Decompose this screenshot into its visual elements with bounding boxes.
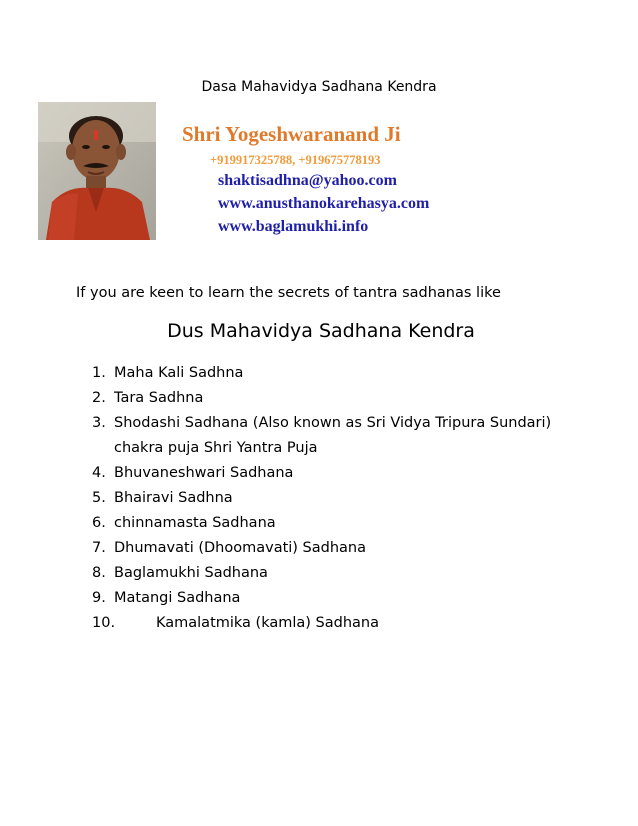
section-subheading: Dus Mahavidya Sadhana Kendra (167, 320, 475, 342)
list-item (86, 386, 551, 411)
list-item (86, 486, 551, 511)
list-item (86, 536, 551, 561)
list-item-number: 5. (92, 490, 106, 506)
list-item-number: 3. (92, 415, 106, 431)
list-item-number: 2. (92, 390, 106, 406)
list-item-text: Bhuvaneshwari Sadhana (114, 465, 294, 481)
portrait-photo (38, 102, 156, 240)
guru-name: Shri Yogeshwaranand Ji (182, 122, 401, 146)
list-item-text: Baglamukhi Sadhana (114, 565, 268, 581)
list-item-continuation: chakra puja Shri Yantra Puja (114, 440, 318, 456)
list-item-number: 4. (92, 465, 106, 481)
list-item (86, 411, 551, 461)
document-header-title: Dasa Mahavidya Sadhana Kendra (201, 79, 437, 95)
phone-numbers: +919917325788, +919675778193 (210, 153, 381, 167)
list-item (86, 561, 551, 586)
list-item (86, 611, 551, 636)
list-item-number: 1. (92, 365, 106, 381)
list-item-text: Tara Sadhna (114, 390, 204, 406)
list-item-number: 9. (92, 590, 106, 606)
list-item (86, 361, 551, 386)
list-item (86, 511, 551, 536)
list-item-text: chinnamasta Sadhana (114, 515, 276, 531)
list-item-number: 6. (92, 515, 106, 531)
list-item-number: 10. (92, 615, 116, 631)
intro-text: If you are keen to learn the secrets of tantra sadhanas like (76, 285, 501, 301)
list-item-number: 8. (92, 565, 106, 581)
website-link-baglamukhi[interactable]: www.baglamukhi.info (218, 218, 369, 235)
list-item-text: Dhumavati (Dhoomavati) Sadhana (114, 540, 367, 556)
list-item-text: Matangi Sadhana (114, 590, 241, 606)
list-item (86, 586, 551, 611)
email-link[interactable]: shaktisadhna@yahoo.com (218, 172, 397, 189)
list-item-text: Maha Kali Sadhna (114, 365, 244, 381)
list-item-text: Bhairavi Sadhna (114, 490, 233, 506)
list-item-number: 7. (92, 540, 106, 556)
list-item-text: Shodashi Sadhana (Also known as Sri Vidya Tripura Sundari) (114, 415, 552, 431)
list-item (86, 461, 551, 486)
website-link-anusthanokarehasya[interactable]: www.anusthanokarehasya.com (218, 195, 430, 212)
list-item-text: Kamalatmika (kamla) Sadhana (156, 615, 379, 631)
sadhana-list (86, 361, 551, 636)
